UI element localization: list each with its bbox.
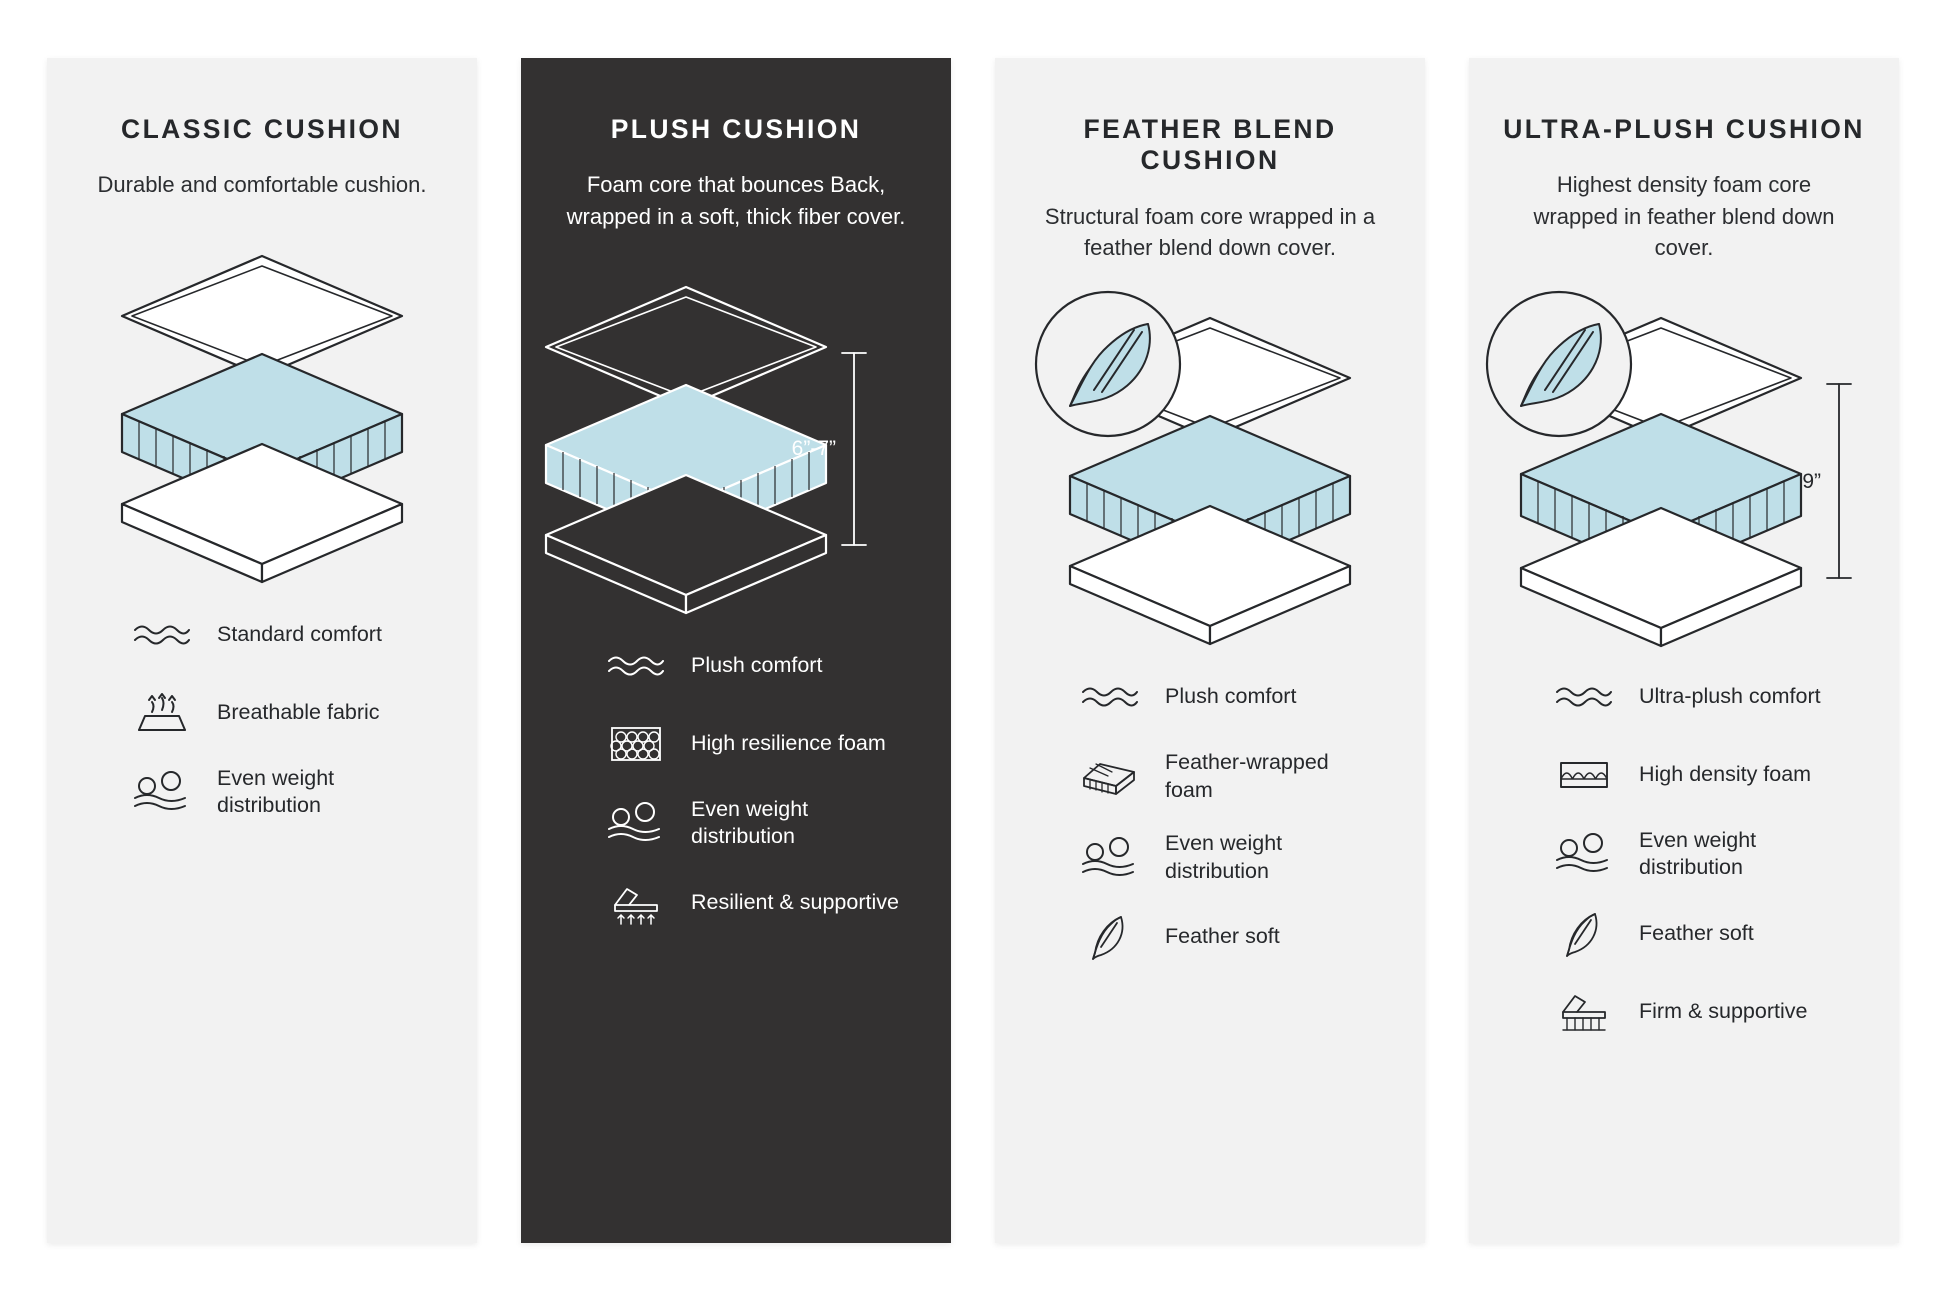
list-item <box>603 796 917 851</box>
cushion-card-classic <box>47 58 477 1243</box>
list-item <box>1551 827 1865 882</box>
cushion-card-feather-blend <box>995 58 1425 1243</box>
cushion-diagram-classic <box>81 229 443 559</box>
card-description: Durable and comfortable cushion. <box>97 172 427 198</box>
cushion-card-plush <box>521 58 951 1243</box>
list-item <box>1077 749 1391 804</box>
list-item-label: Breathable fabric <box>217 699 380 724</box>
dimension-label: 9” <box>1802 469 1821 493</box>
cushion-diagram-plush <box>555 260 917 590</box>
list-item-label: Feather soft <box>1165 924 1280 949</box>
layered-cushion-illustration <box>536 275 936 575</box>
card-description: Highest density foam core wrapped in feather blend down cover. <box>1533 172 1835 260</box>
feather-wrapped-foam-icon <box>1077 751 1143 803</box>
list-item <box>1077 911 1391 963</box>
breathable-fabric-icon <box>129 687 195 739</box>
even-weight-icon <box>129 766 195 818</box>
list-item <box>129 609 443 661</box>
feather-icon <box>1551 908 1617 960</box>
feature-list-ultra-plush <box>1503 671 1865 1038</box>
feature-list-plush <box>555 640 917 929</box>
list-item-label: Plush comfort <box>1165 684 1297 709</box>
list-item <box>1077 830 1391 885</box>
cushion-diagram-ultra-plush <box>1503 291 1865 621</box>
list-item-label: Even weight distribution <box>1165 831 1283 883</box>
list-item-label: High resilience foam <box>691 730 886 755</box>
even-weight-icon <box>1551 828 1617 880</box>
layered-cushion-illustration <box>1489 306 1879 606</box>
wave-icon <box>129 609 195 661</box>
page-title: PLUSH CUSHION <box>610 114 862 144</box>
list-item <box>603 718 917 770</box>
wave-icon <box>1077 671 1143 723</box>
list-item <box>129 765 443 820</box>
feather-icon <box>1077 911 1143 963</box>
list-item <box>1551 908 1865 960</box>
page-title: CLASSIC CUSHION <box>121 114 403 144</box>
list-item-label: Resilient & supportive <box>691 890 899 914</box>
list-item <box>129 687 443 739</box>
list-item <box>1077 671 1391 723</box>
list-item-label: Even weight distribution <box>691 796 809 849</box>
list-item-label: Feather-wrapped foam <box>1165 750 1329 802</box>
layered-cushion-illustration <box>97 244 427 544</box>
layered-cushion-illustration <box>1030 306 1390 606</box>
list-item <box>603 877 917 929</box>
cushion-card-ultra-plush <box>1469 58 1899 1243</box>
supportive-chair-icon <box>603 877 669 929</box>
list-item-label: High density foam <box>1639 762 1812 787</box>
even-weight-icon <box>603 797 669 849</box>
list-item-label: Ultra-plush comfort <box>1639 684 1821 709</box>
wave-icon <box>1551 671 1617 723</box>
card-description: Structural foam core wrapped in a feather blend down cover. <box>1044 203 1376 260</box>
list-item-label: Firm & supportive <box>1639 999 1808 1024</box>
supportive-chair-icon <box>1551 986 1617 1038</box>
list-item <box>1551 671 1865 723</box>
card-description: Foam core that bounces Back, wrapped in a soft, thick fiber cover. <box>566 172 906 229</box>
even-weight-icon <box>1077 832 1143 884</box>
feature-list-classic <box>81 609 443 820</box>
honeycomb-foam-icon <box>603 718 669 770</box>
list-item-label: Standard comfort <box>217 621 382 646</box>
list-item-label: Even weight distribution <box>217 765 335 818</box>
high-density-foam-icon <box>1551 749 1617 801</box>
cushion-diagram-feather-blend <box>1029 291 1391 621</box>
list-item-label: Feather soft <box>1639 921 1754 946</box>
feature-list-feather-blend <box>1029 671 1391 963</box>
list-item-label: Plush comfort <box>691 652 823 677</box>
list-item-label: Even weight distribution <box>1639 827 1757 880</box>
wave-icon <box>603 640 669 692</box>
list-item <box>1551 986 1865 1038</box>
page-title: ULTRA-PLUSH CUSHION <box>1503 114 1865 144</box>
list-item <box>1551 749 1865 801</box>
dimension-label: 6”-7” <box>791 436 836 460</box>
list-item <box>603 640 917 692</box>
page-title: FEATHER BLEND CUSHION <box>1083 114 1337 176</box>
